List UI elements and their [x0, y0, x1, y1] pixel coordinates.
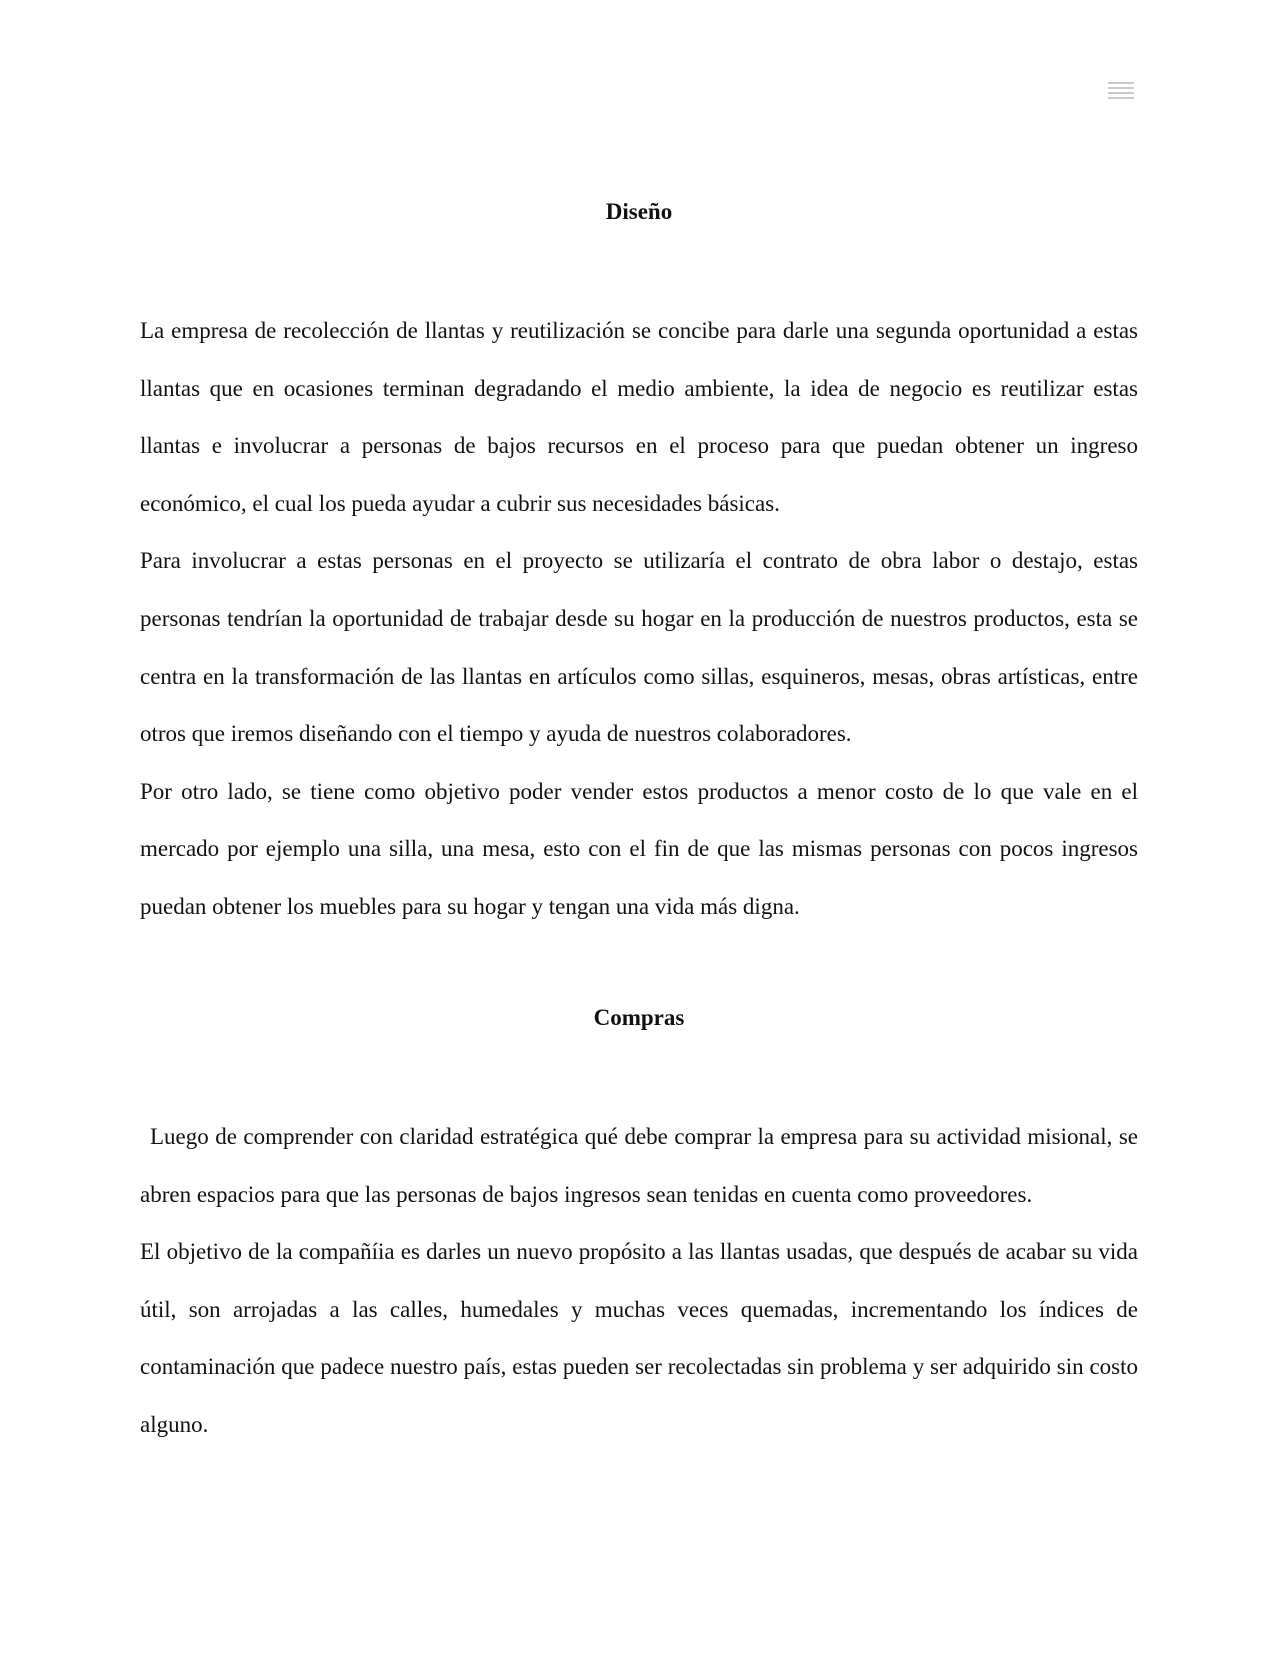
section-title-diseno: Diseño	[605, 199, 673, 224]
text-lines-icon	[1108, 82, 1134, 104]
paragraph: La empresa de recolección de llantas y reutilización se concibe para darle una segunda oportunidad a estas llantas que en ocasiones terminan degradando el medio ambiente, la idea de negocio es reutilizar estas llantas e involucrar a personas de bajos recursos en el proceso para que puedan obtener un ingreso económico, el cual los pueda ayudar a cubrir sus necesidades básicas.	[140, 318, 1138, 516]
section-title-compras: Compras	[593, 1005, 685, 1030]
paragraph: Por otro lado, se tiene como objetivo poder vender estos productos a menor costo de lo que vale en el mercado por ejemplo una silla, una mesa, esto con el fin de que las mismas personas con pocos ingresos puedan obtener los muebles para su hogar y tengan una vida más digna.	[140, 778, 1138, 919]
paragraph: El objetivo de la compañíia es darles un nuevo propósito a las llantas usadas, que después de acabar su vida útil, son arrojadas a las calles, humedales y muchas veces quemadas, incrementando los índices de contaminación que padece nuestro país, estas pueden ser recolectadas sin problema y ser adquirido sin costo alguno.	[140, 1239, 1138, 1437]
section-body-diseno	[140, 302, 1138, 936]
paragraph: Para involucrar a estas personas en el proyecto se utilizaría el contrato de obra labor o destajo, estas personas tendrían la oportunidad de trabajar desde su hogar en la producción de nuestros productos, esta se centra en la transformación de las llantas en artículos como sillas, esquineros, mesas, obras artísticas, entre otros que iremos diseñando con el tiempo y ayuda de nuestros colaboradores.	[140, 548, 1138, 747]
section-body-compras	[140, 1108, 1138, 1454]
paragraph: Luego de comprender con claridad estratégica qué debe comprar la empresa para su actividad misional, se abren espacios para que las personas de bajos ingresos sean tenidas en cuenta como proveedores.	[140, 1124, 1138, 1207]
